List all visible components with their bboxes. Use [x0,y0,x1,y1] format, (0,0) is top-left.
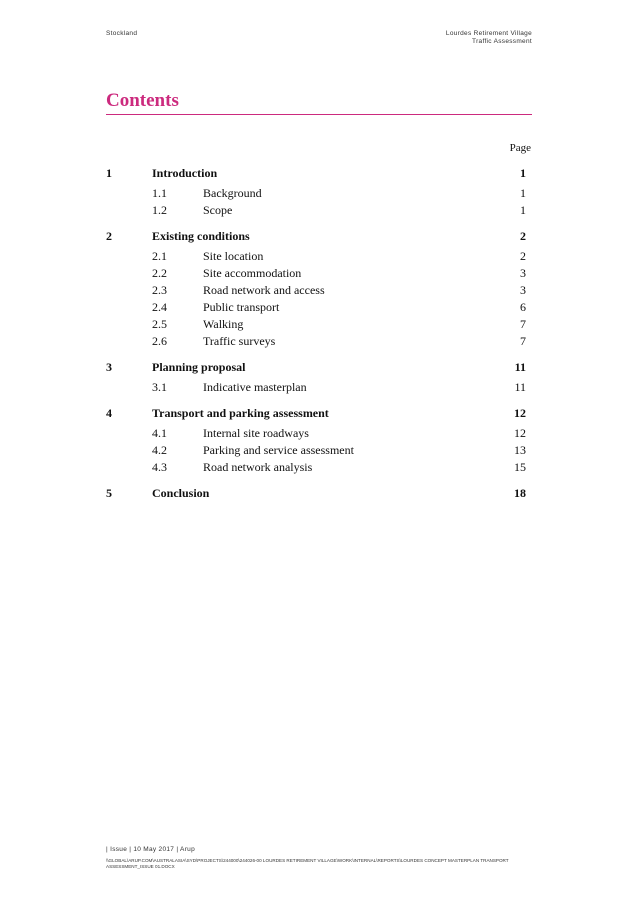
toc-subsection-4-1[interactable] [106,425,526,442]
toc-subsection-title: Road network and access [203,283,325,297]
toc-spacer [106,219,526,228]
toc-subsection-number: 4.2 [152,443,167,457]
toc-subsection-2-1[interactable] [106,248,526,265]
toc-subsection-2-3[interactable] [106,282,526,299]
title-rule [106,114,532,115]
toc-section-number: 4 [106,406,112,420]
toc-section-page: 12 [514,406,526,420]
toc-subsection-number: 2.3 [152,283,167,297]
toc-subsection-4-2[interactable] [106,442,526,459]
toc-subsection-title: Site accommodation [203,266,302,280]
page-column-label: Page [509,142,531,154]
toc-subsection-title: Walking [203,317,244,331]
toc-subsection-page: 3 [520,266,526,280]
toc-section-page: 2 [520,229,526,243]
toc-section-number: 3 [106,360,112,374]
toc-subsection-number: 2.1 [152,249,167,263]
toc-section-1[interactable] [106,165,526,182]
toc-subsection-number: 3.1 [152,380,167,394]
toc-subsection-page: 7 [520,317,526,331]
toc-section-number: 1 [106,166,112,180]
toc-subsection-page: 11 [514,380,526,394]
toc-section-3[interactable] [106,359,526,376]
toc-section-2[interactable] [106,228,526,245]
toc-section-page: 18 [514,486,526,500]
toc-subsection-number: 2.5 [152,317,167,331]
toc-subsection-3-1[interactable] [106,379,526,396]
toc-subsection-title: Road network analysis [203,460,313,474]
toc-subsection-1-1[interactable] [106,185,526,202]
toc-section-4[interactable] [106,405,526,422]
toc-spacer [106,476,526,485]
toc-subsection-page: 13 [514,443,526,457]
toc-subsection-2-5[interactable] [106,316,526,333]
toc-subsection-2-2[interactable] [106,265,526,282]
page-title: Contents [106,90,179,111]
toc-subsection-4-3[interactable] [106,459,526,476]
toc-subsection-number: 4.3 [152,460,167,474]
toc-section-page: 11 [514,360,526,374]
toc-subsection-title: Parking and service assessment [203,443,354,457]
toc-subsection-title: Background [203,186,262,200]
toc-subsection-page: 15 [514,460,526,474]
toc-subsection-title: Traffic surveys [203,334,276,348]
toc-subsection-title: Indicative masterplan [203,380,307,394]
toc-section-title: Transport and parking assessment [152,406,329,420]
header-right [446,30,532,46]
toc-section-5[interactable] [106,485,526,502]
footer-issue: | Issue | 10 May 2017 | Arup [106,846,195,853]
toc-subsection-1-2[interactable] [106,202,526,219]
toc-section-number: 5 [106,486,112,500]
toc-spacer [106,396,526,405]
footer-path: \\GLOBAL\ARUP.COM\AUSTRALASIA\SYD\PROJECTS\244000\244026-00 LOURDES RETIREMENT VILLAGE\WORK\INTERNAL\REPORTS\LOURDES CONCEPT MASTERPLAN TRANSPORT ASSESSMENT_ISSUE 01.DOCX [106,858,509,869]
header-left: Stockland [106,30,138,37]
toc-subsection-number: 1.1 [152,186,167,200]
toc-section-title: Conclusion [152,486,210,500]
toc-subsection-number: 2.2 [152,266,167,280]
toc-section-title: Existing conditions [152,229,250,243]
toc-subsection-number: 4.1 [152,426,167,440]
toc-spacer [106,350,526,359]
toc-subsection-page: 7 [520,334,526,348]
toc-subsection-title: Public transport [203,300,280,314]
toc-subsection-page: 6 [520,300,526,314]
toc-subsection-title: Site location [203,249,264,263]
header-doc-type: Traffic Assessment [472,38,532,45]
toc-subsection-number: 2.6 [152,334,167,348]
table-of-contents [106,165,526,502]
toc-subsection-page: 1 [520,203,526,217]
header-project: Lourdes Retirement Village [445,30,532,37]
toc-subsection-page: 1 [520,186,526,200]
toc-section-page: 1 [520,166,526,180]
toc-subsection-number: 2.4 [152,300,167,314]
toc-subsection-title: Scope [203,203,233,217]
toc-section-title: Planning proposal [152,360,246,374]
toc-subsection-title: Internal site roadways [203,426,309,440]
toc-subsection-2-6[interactable] [106,333,526,350]
toc-section-number: 2 [106,229,112,243]
toc-subsection-page: 2 [520,249,526,263]
toc-subsection-page: 12 [514,426,526,440]
toc-subsection-2-4[interactable] [106,299,526,316]
toc-subsection-page: 3 [520,283,526,297]
toc-subsection-number: 1.2 [152,203,167,217]
toc-section-title: Introduction [152,166,218,180]
